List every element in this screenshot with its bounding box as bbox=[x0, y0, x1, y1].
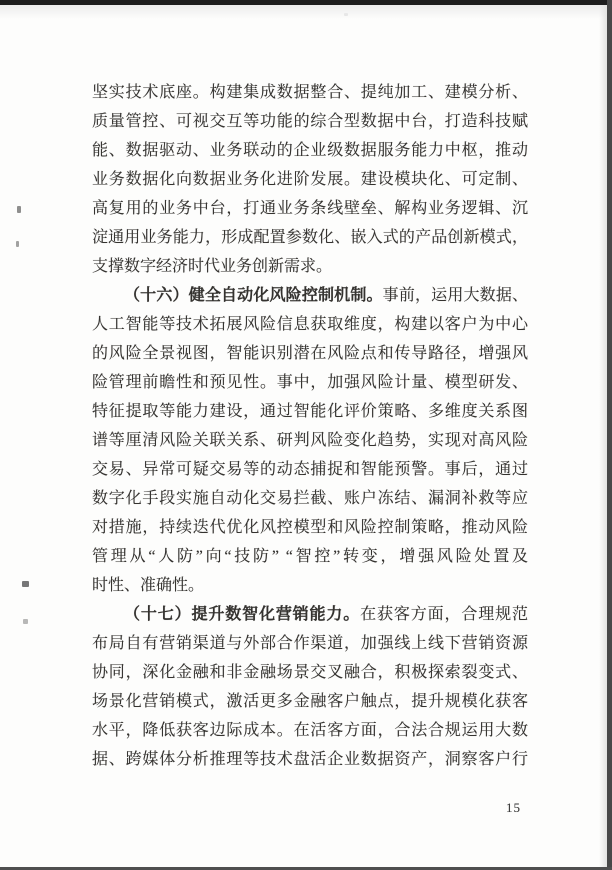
text-line bbox=[92, 600, 528, 629]
text-line: 业务数据化向数据业务化进阶发展。建设模块化、可定制、 bbox=[92, 171, 528, 188]
text-line: 淀通用业务能力，形成配置参数化、嵌入式的产品创新模式， bbox=[92, 229, 528, 246]
text-segment: 事前，运用大数据、 bbox=[382, 287, 528, 304]
text-line: 对措施，持续迭代优化风控模型和风险控制策略，推动风险 bbox=[92, 519, 528, 536]
ink-speck bbox=[17, 206, 21, 213]
body-text bbox=[92, 78, 528, 774]
text-line bbox=[92, 281, 528, 310]
scan-edge-top-shadow bbox=[0, 5, 612, 19]
text-line: 的风险全景视图，智能识别潜在风险点和传导路径，增强风 bbox=[92, 345, 528, 362]
scan-edge-right-shadow bbox=[599, 0, 607, 870]
text-line: 水平，降低获客边际成本。在活客方面，合法合规运用大数 bbox=[92, 722, 528, 739]
text-line: 布局自有营销渠道与外部合作渠道，加强线上线下营销资源 bbox=[92, 635, 528, 652]
text-line: 交易、异常可疑交易等的动态捕捉和智能预警。事后，通过 bbox=[92, 461, 528, 478]
text-line: 支撑数字经济时代业务创新需求。 bbox=[92, 258, 333, 275]
section-heading-16: （十六）健全自动化风险控制机制。 bbox=[124, 287, 383, 304]
ink-speck bbox=[16, 241, 19, 247]
page-number: 15 bbox=[506, 800, 521, 815]
text-line: 协同，深化金融和非金融场景交叉融合，积极探索裂变式、 bbox=[92, 664, 528, 681]
text-line: 险管理前瞻性和预见性。事中，加强风险计量、模型研发、 bbox=[92, 374, 528, 391]
text-line: 时性、准确性。 bbox=[92, 577, 205, 594]
text-line: 据、跨媒体分析推理等技术盘活企业数据资产，洞察客户行 bbox=[92, 751, 528, 768]
text-line: 坚实技术底座。构建集成数据整合、提纯加工、建模分析、 bbox=[92, 84, 528, 101]
text-line: 数字化手段实施自动化交易拦截、账户冻结、漏洞补救等应 bbox=[92, 490, 528, 507]
text-line: 管理从“人防”向“技防” “智控”转变，增强风险处置及 bbox=[92, 548, 528, 565]
scan-edge-top bbox=[0, 0, 612, 5]
text-line: 质量管控、可视交互等功能的综合型数据中台，打造科技赋 bbox=[92, 113, 528, 130]
text-line: 人工智能等技术拓展风险信息获取维度，构建以客户为中心 bbox=[92, 316, 528, 333]
text-line: 高复用的业务中台，打通业务条线壁垒、解构业务逻辑、沉 bbox=[92, 200, 528, 217]
text-segment: 在获客方面，合理规范 bbox=[360, 606, 528, 623]
section-heading-17: （十七）提升数智化营销能力。 bbox=[124, 606, 361, 623]
text-line: 能、数据驱动、业务联动的企业级数据服务能力中枢，推动 bbox=[92, 142, 528, 159]
ink-speck bbox=[22, 581, 29, 587]
text-line: 场景化营销模式，激活更多金融客户触点，提升规模化获客 bbox=[92, 693, 528, 710]
ink-speck bbox=[23, 619, 28, 624]
scan-edge-right bbox=[607, 0, 612, 870]
text-line: 谱等厘清风险关联关系、研判风险变化趋势，实现对高风险 bbox=[92, 432, 528, 449]
text-line: 特征提取等能力建设，通过智能化评价策略、多维度关系图 bbox=[92, 403, 528, 420]
